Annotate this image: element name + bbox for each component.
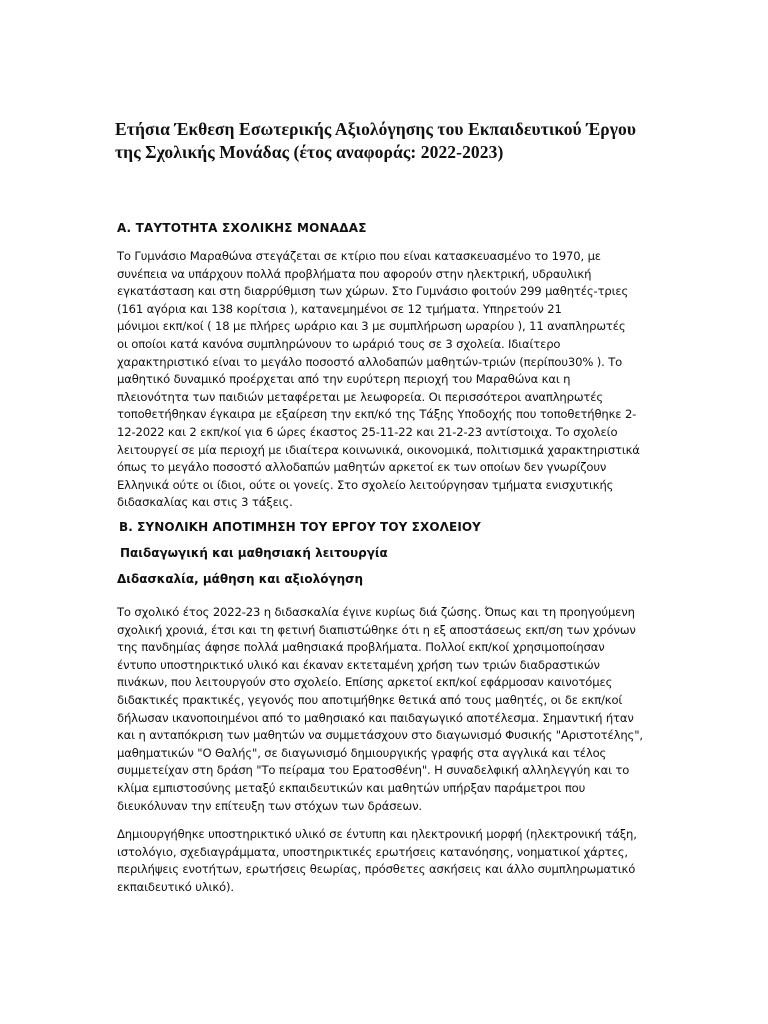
text-line: λειτουργεί σε μία περιοχή με ιδιαίτερα κοινωνικά, οικονομικά, πολιτισμικά χαρακτηριστικά xyxy=(117,442,640,457)
text-line: της πανδημίας άφησε πολλά μαθησιακά προβλήματα. Πολλοί εκπ/κοί χρησιμοποίησαν xyxy=(117,640,605,655)
section-a-paragraph xyxy=(117,248,657,512)
text-line: δήλωσαν ικανοποιημένοι από το μαθησιακό και παιδαγωγικό αποτέλεσμα. Σημαντική ήταν xyxy=(117,710,634,725)
text-line: έντυπο υποστηρικτικό υλικό και έκαναν εκτεταμένη χρήση των τριών διαδραστικών xyxy=(117,657,600,672)
text-line: περιλήψεις ενοτήτων, ερωτήσεις θεωρίας, πρόσθετες ασκήσεις και άλλο συμπληρωματικό xyxy=(117,862,636,877)
text-line: μαθητικό δυναμικό προέρχεται από την ευρύτερη περιοχή του Μαραθώνα και η xyxy=(117,372,571,387)
text-line: εγκατάσταση και στη διαρρύθμιση των χώρων. Στο Γυμνάσιο φοιτούν 299 μαθητές-τριες xyxy=(117,284,629,299)
text-line: συνέπεια να υπάρχουν πολλά προβλήματα που αφορούν στην ηλεκτρική, υδραυλική xyxy=(117,266,592,281)
section-b-paragraph-1 xyxy=(117,604,657,815)
text-line: κλίμα εμπιστοσύνης μεταξύ εκπαιδευτικών και μαθητών υπήρξαν παράμετροι που xyxy=(117,780,586,795)
text-line: Ελληνικά ούτε οι ίδιοι, ούτε οι γονείς. Στο σχολείο λειτούργησαν τμήματα ενισχυτικής xyxy=(117,477,614,492)
text-line: (161 αγόρια και 138 κορίτσια ), κατανεμημένοι σε 12 τμήματα. Υπηρετούν 21 xyxy=(117,301,562,316)
text-line: 12-2022 και 2 εκπ/κοί για 6 ώρες έκαστος 25-11-22 και 21-2-23 αντίστοιχα. Το σχολείο xyxy=(117,424,618,439)
text-line: μαθηματικών "Ο Θαλής", σε διαγωνισμό δημιουργικής γραφής στα αγγλικά και τέλος xyxy=(117,745,607,760)
text-line: μόνιμοι εκπ/κοί ( 18 με πλήρες ωράριο και 3 με συμπλήρωση ωραρίου ), 11 αναπληρωτές xyxy=(117,319,626,334)
title-line: της Σχολικής Μονάδας (έτος αναφοράς: 2022-2023) xyxy=(115,142,504,162)
text-line: πλειονότητα των παιδιών μεταφέρεται με λεωφορεία. Οι περισσότεροι αναπληρωτές xyxy=(117,389,603,404)
text-line: Το σχολικό έτος 2022-23 η διδασκαλία έγινε κυρίως διά ζώσης. Όπως και τη προηγούμενη xyxy=(117,605,635,619)
text-line: ιστολόγιο, σχεδιαγράμματα, υποστηρικτικές ερωτήσεις κατανόησης, νοηματικοί χάρτες, xyxy=(117,844,628,859)
document-title xyxy=(115,118,655,164)
title-line: Ετήσια Έκθεση Εσωτερικής Αξιολόγησης του Εκπαιδευτικού Έργου xyxy=(115,119,637,139)
text-line: τοποθετήθηκαν έγκαιρα με εξαίρεση την εκπ/κό της Τάξης Υποδοχής που τοποθετήθηκε 2- xyxy=(117,407,637,422)
text-line: πινάκων, που λειτουργούν στο σχολείο. Επίσης αρκετοί εκπ/κοί εφάρμοσαν καινοτόμες xyxy=(117,675,613,690)
text-line: συμμετείχαν στη δράση "Το πείραμα του Ερατοσθένη". Η συναδελφική αλληλεγγύη και το xyxy=(117,763,630,778)
text-line: οι οποίοι κατά κανόνα συμπληρώνουν το ωράριό τους σε 3 σχολεία. Ιδιαίτερο xyxy=(117,336,561,351)
text-line: σχολική χρονιά, έτσι και τη φετινή διαπιστώθηκε ότι η εξ αποστάσεως εκπ/ση των χρόνων xyxy=(117,622,636,637)
section-b-paragraph-2 xyxy=(117,826,657,896)
text-line: και η ανταπόκριση των μαθητών να συμμετάσχουν στο διαγωνισμό Φυσικής "Αριστοτέλης", xyxy=(117,728,643,743)
text-line: εκπαιδευτικό υλικό). xyxy=(117,879,234,894)
subheading-pedagogical-function: Παιδαγωγική και μαθησιακή λειτουργία xyxy=(120,546,388,560)
text-line: όπως το μεγάλο ποσοστό αλλοδαπών μαθητών αρκετοί εκ των οποίων δεν γνωρίζουν xyxy=(117,460,607,475)
section-a-heading: Α. ΤΑΥΤΟΤΗΤΑ ΣΧΟΛΙΚΗΣ ΜΟΝΑΔΑΣ xyxy=(117,221,367,235)
text-line: Το Γυμνάσιο Μαραθώνα στεγάζεται σε κτίριο που είναι κατασκευασμένο το 1970, με xyxy=(117,249,601,263)
subheading-teaching-learning: Διδασκαλία, μάθηση και αξιολόγηση xyxy=(117,572,364,586)
text-line: Δημιουργήθηκε υποστηρικτικό υλικό σε έντυπη και ηλεκτρονική μορφή (ηλεκτρονική τάξη, xyxy=(117,827,637,841)
text-line: διδακτικές πρακτικές, γεγονός που αποτιμήθηκε θετικά από τους μαθητές, οι δε εκπ/κοί xyxy=(117,692,623,707)
section-b-heading: Β. ΣΥΝΟΛΙΚΗ ΑΠΟΤΙΜΗΣΗ ΤΟΥ ΕΡΓΟΥ ΤΟΥ ΣΧΟΛΕΙΟΥ xyxy=(119,520,481,534)
text-line: χαρακτηριστικό είναι το μεγάλο ποσοστό αλλοδαπών μαθητών-τριών (περίπου30% ). Το xyxy=(117,354,623,369)
text-line: διευκόλυναν την επίτευξη των στόχων των δράσεων. xyxy=(117,798,422,813)
text-line: διδασκαλίας και στις 3 τάξεις. xyxy=(117,495,293,510)
